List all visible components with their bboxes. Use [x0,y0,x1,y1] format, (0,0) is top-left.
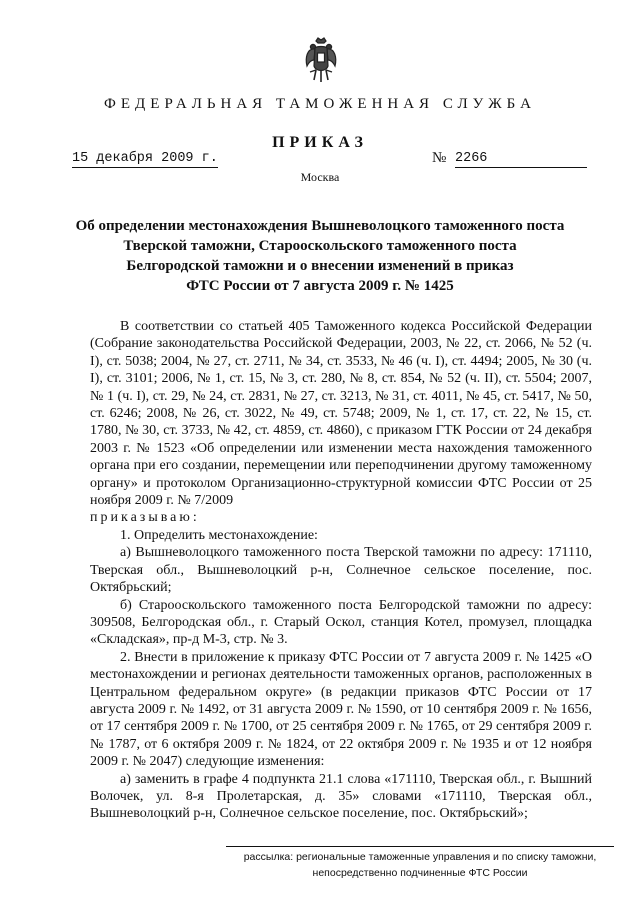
document-number-label: № [432,150,447,166]
title-line: ФТС России от 7 августа 2009 г. № 1425 [186,278,454,294]
item-2a: а) заменить в графе 4 подпункта 21.1 слова «171110, Тверская обл., г. Вышний Волочек, ул. 8-я Пролетарская, д. 35» словами «171110, Тверская обл., Вышневолоцкий р-н, Солнечное сельское поселение, пос. Октябрьский»; [90,771,592,822]
document-title [60,216,580,296]
title-line: Белгородской таможни и о внесении изменений в приказ [126,258,514,274]
distribution-line: непосредственно подчиненные ФТС России [312,867,528,879]
document-number: 2266 [455,151,587,168]
item-2: 2. Внести в приложение к приказу ФТС России от 7 августа 2009 г. № 1425 «О местонахождении и регионах деятельности таможенных органов, расположенных в Центральном федеральном округе» (в редакции приказов ФТС России от 17 августа 2009 г. № 1492, от 31 августа 2009 г. № 1590, от 10 сентября 2009 г. № 1656, от 17 сентября 2009 г. № 1700, от 25 сентября 2009 г. № 1765, от 29 сентября 2009 г. № 1787, от 6 октября 2009 г. № 1824, от 22 октября 2009 г. № 1935 и от 12 ноября 2009 г. № 2047) следующие изменения: [90,649,592,770]
document-city: Москва [300,170,340,184]
document-body [90,318,592,823]
agency-name: ФЕДЕРАЛЬНАЯ ТАМОЖЕННАЯ СЛУЖБА [104,96,536,112]
decree-word: приказываю: [90,510,200,526]
distribution-line: рассылка: региональные таможенные управления и по списку таможни, [243,851,597,863]
preamble-paragraph: В соответствии со статьей 405 Таможенного кодекса Российской Федерации (Собрание законодательства Российской Федерации, 2003, № 22, ст. 2066, № 52 (ч. I), ст. 5038; 2004, № 27, ст. 2711, № 34, ст. 3533, № 46 (ч. I), ст. 4494; 2005, № 30 (ч. I), ст. 3101; 2006, № 1, ст. 15, № 3, ст. 280, № 8, ст. 854, № 52 (ч. II), ст. 5504; 2007, № 1 (ч. I), ст. 29, № 24, ст. 2831, № 27, ст. 3213, № 31, ст. 4011, № 45, ст. 5417, № 50, ст. 6246; 2008, № 26, ст. 3022, № 49, ст. 5748; 2009, № 1, ст. 17, ст. 22, № 15, ст. 1780, № 30, ст. 3733, № 42, ст. 4859, ст. 4860), с приказом ГТК России от 24 декабря 2003 г. № 1523 «Об определении или изменении места нахождения таможенного органа при его создании, перемещении или переподчинении другому таможенному органу» и протоколом Организационно-структурной комиссии ФТС России от 25 ноября 2009 г. № 7/2009 [90,319,592,509]
item-1a: а) Вышневолоцкого таможенного поста Тверской таможни по адресу: 171110, Тверская обл., Вышневолоцкий р-н, Солнечное сельское поселение, пос. Октябрьский; [90,545,592,596]
item-1: 1. Определить местонахождение: [120,527,318,543]
document-date: 15 декабря 2009 г. [72,151,218,166]
title-line: Тверской таможни, Старооскольского таможенного поста [123,238,517,254]
document-type: ПРИКАЗ [272,134,368,151]
item-1b: б) Старооскольского таможенного поста Белгородской таможни по адресу: 309508, Белгородская обл., г. Старый Оскол, станция Котел, промузел, площадка «Складская», пр-д М-3, стр. № 3. [90,597,592,648]
double-headed-eagle-icon [304,36,338,84]
distribution-note [226,846,614,881]
title-line: Об определении местонахождения Вышневолоцкого таможенного поста [75,218,565,234]
